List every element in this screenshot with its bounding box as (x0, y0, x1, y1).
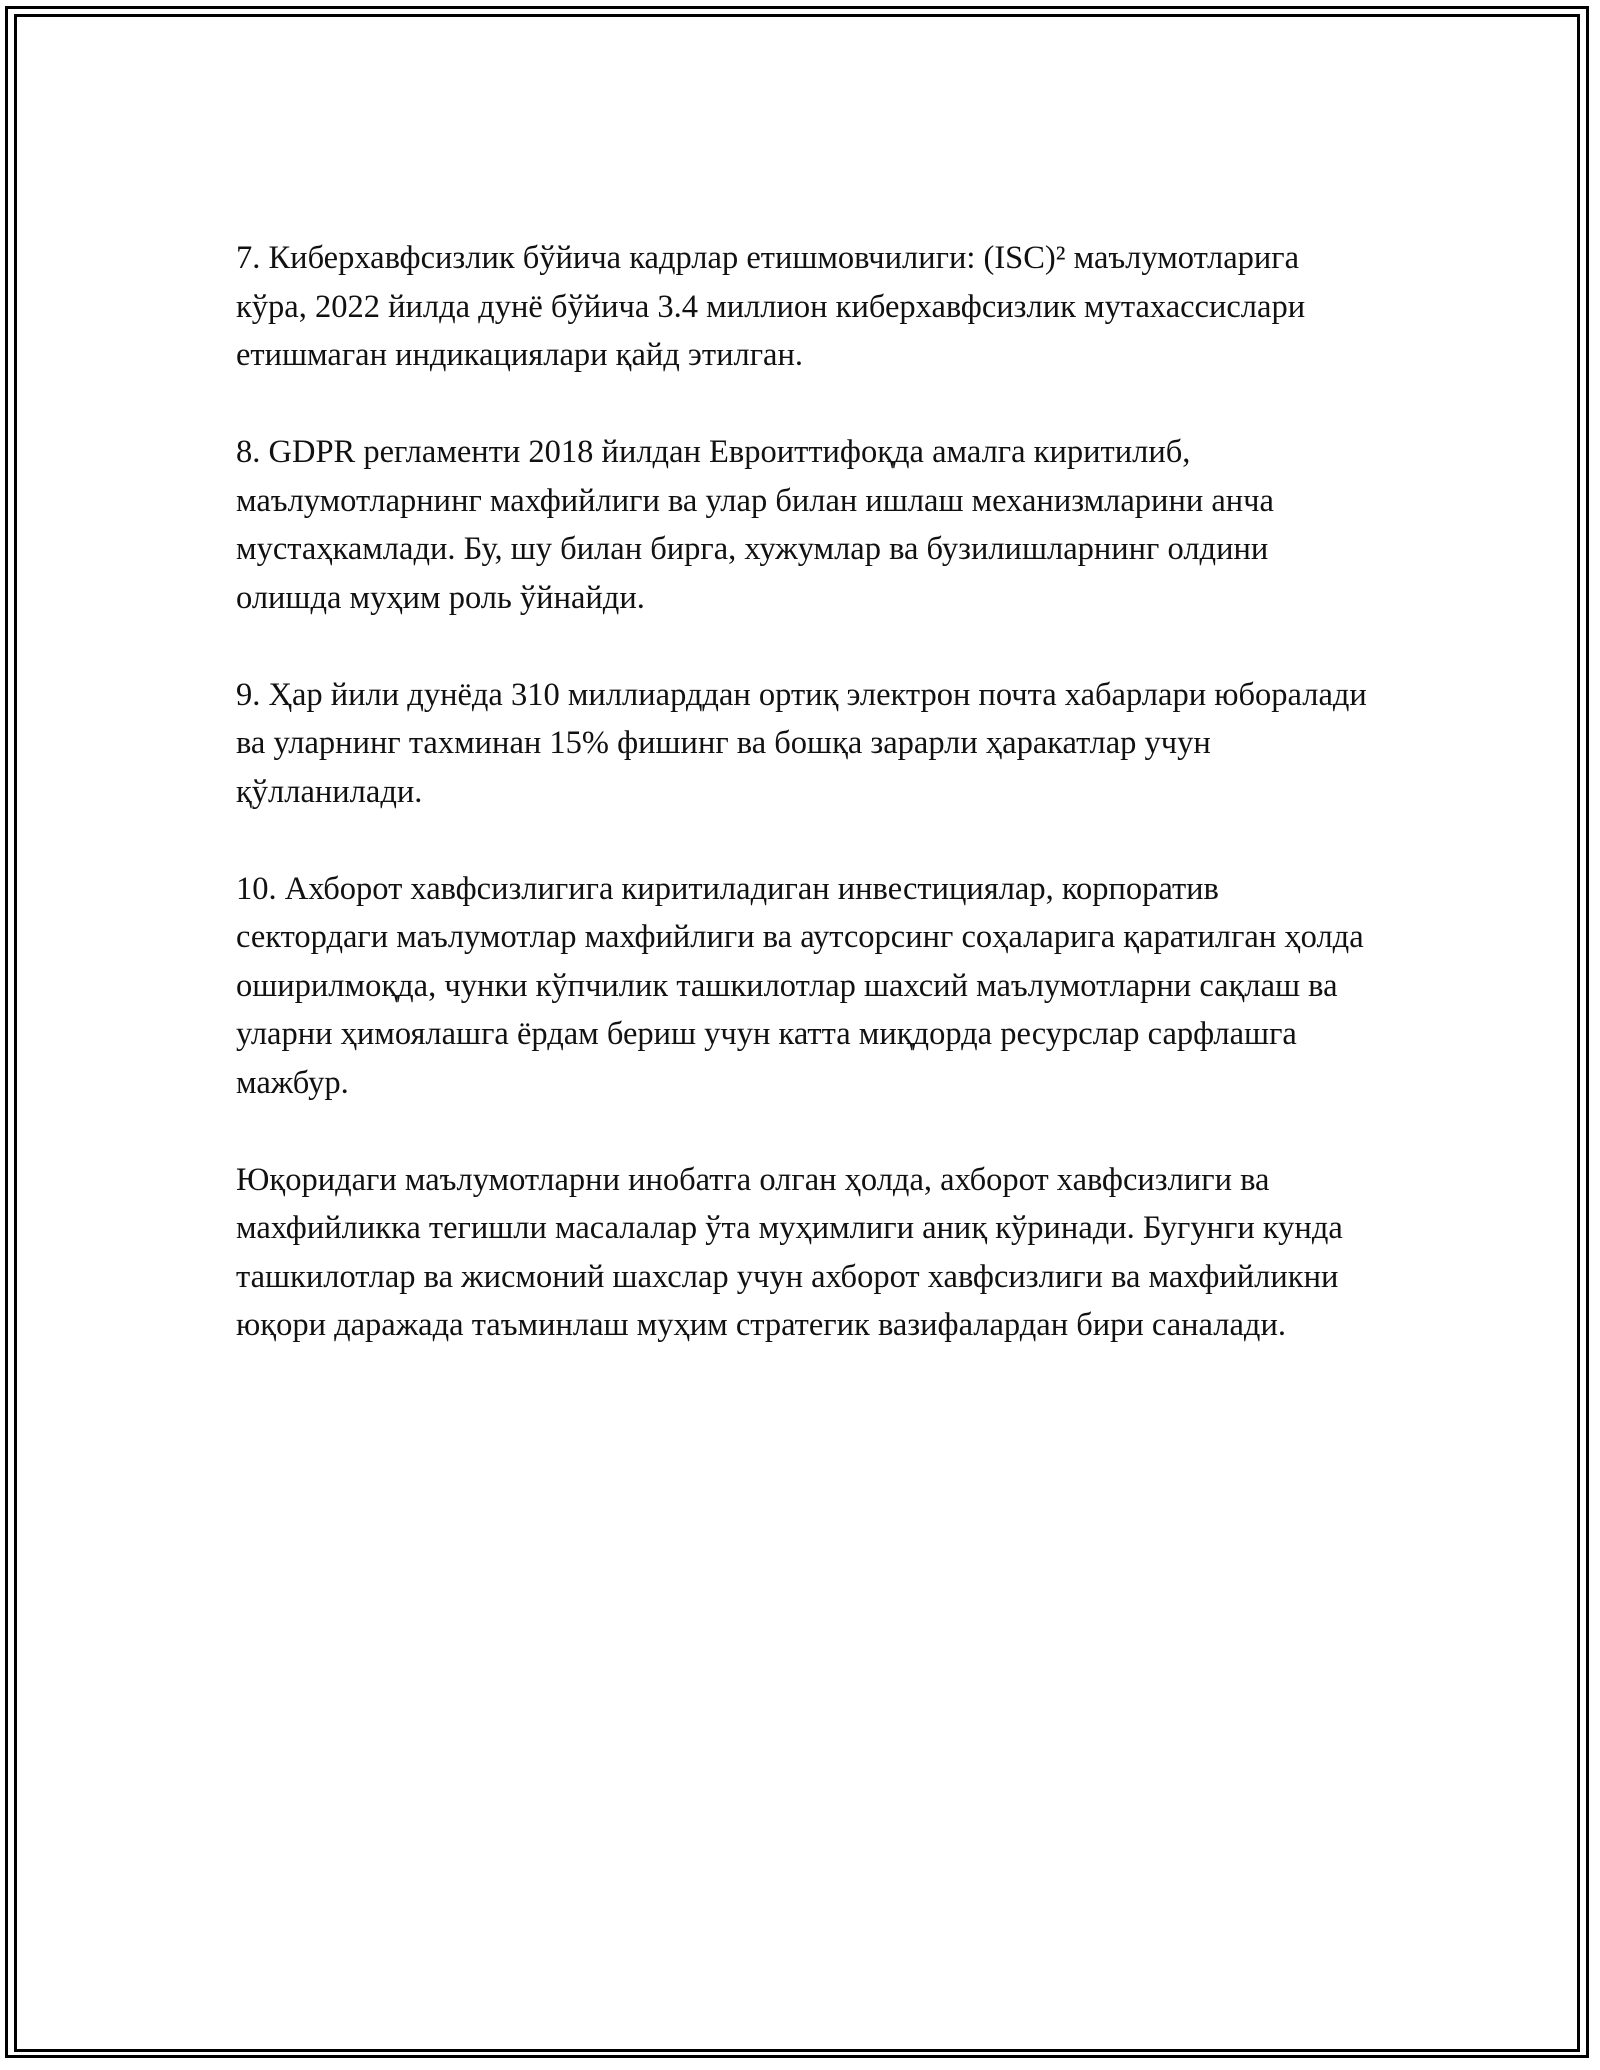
paragraph-conclusion: Юқоридаги маълумотларни инобатга олган ҳолда, ахборот хавфсизлиги ва махфийликка тегишли масалалар ўта муҳимлиги аниқ кўринади. Бугунги кунда ташкилотлар ва жисмоний шахслар учун ахборот хавфсизлиги ва махфийликни юқори даражада таъминлаш муҳим стратегик вазифалардан бири саналади. (236, 1161, 1343, 1343)
paragraph-item-7: 7. Киберхавфсизлик бўйича кадрлар етишмовчилиги: (ISC)² маълумотларига кўра, 2022 йилда дунё бўйича 3.4 миллион киберхавфсизлик мутахассислари етишмаган индикациялари қайд этилган. (236, 240, 1306, 373)
document-body (236, 234, 1376, 1350)
paragraph-item-9: 9. Ҳар йили дунёда 310 миллиарддан ортиқ электрон почта хабарлари юборалади ва уларнинг тахминан 15% фишинг ва бошқа зарарли ҳаракатлар учун қўлланилади. (236, 676, 1367, 810)
paragraph-item-10: 10. Ахборот хавфсизлигига киритиладиган инвестициялар, корпоратив сектордаги маълумотлар махфийлиги ва аутсорсинг соҳаларига қаратилган ҳолда оширилмоқда, чунки кўпчилик ташкилотлар шахсий маълумотларни сақлаш ва уларни ҳимоялашга ёрдам бериш учун катта миқдорда ресурслар сарфлашга мажбур. (236, 870, 1364, 1101)
paragraph-item-8: 8. GDPR регламенти 2018 йилдан Евроиттифоқда амалга киритилиб, маълумотларнинг махфийлиги ва улар билан ишлаш механизмларини анча мустаҳкамлади. Бу, шу билан бирга, хужумлар ва бузилишларнинг олдини олишда муҳим роль ўйнайди. (236, 434, 1274, 616)
